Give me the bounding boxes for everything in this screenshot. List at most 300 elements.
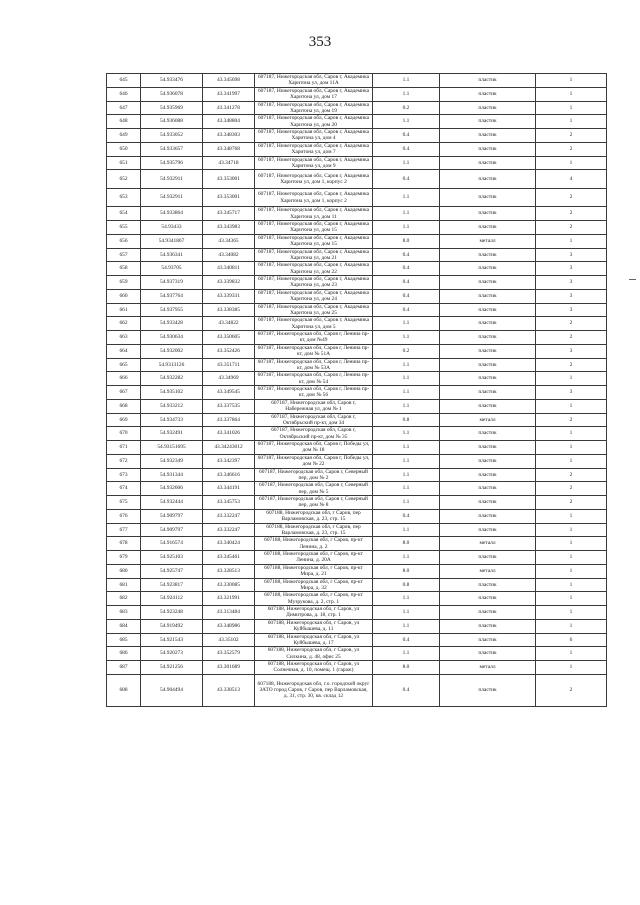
count-cell: 1 bbox=[536, 619, 607, 633]
material-cell: пластик bbox=[440, 454, 536, 468]
volume-cell: 0.2 bbox=[373, 101, 440, 115]
latitude-cell: 54.936341 bbox=[141, 248, 203, 262]
longitude-cell: 43.34365 bbox=[203, 234, 255, 248]
volume-cell: 1.1 bbox=[373, 619, 440, 633]
material-cell: металл bbox=[440, 234, 536, 248]
longitude-cell: 43.345753 bbox=[203, 496, 255, 510]
count-cell: 1 bbox=[536, 647, 607, 661]
table-row bbox=[107, 523, 607, 537]
material-cell: пластик bbox=[440, 358, 536, 372]
material-cell: пластик bbox=[440, 633, 536, 647]
address-cell: 607187, Нижегородская обл, Саров г, Ленина пр-кт, дом № 51А bbox=[255, 344, 373, 358]
address-cell: 607187, Нижегородская обл, Саров г, Победы ул, дом № 18 bbox=[255, 441, 373, 455]
table-row bbox=[107, 87, 607, 101]
latitude-cell: 54.932282 bbox=[141, 372, 203, 386]
address-cell: 607187, Нижегородская обл, Саров г, Ленина пр-кт, дом № 56 bbox=[255, 386, 373, 400]
material-cell: металл bbox=[440, 413, 536, 427]
table-row bbox=[107, 496, 607, 510]
longitude-cell: 43.34969 bbox=[203, 372, 255, 386]
count-cell: 1 bbox=[536, 551, 607, 565]
longitude-cell: 43.352579 bbox=[203, 647, 255, 661]
longitude-cell: 43.337864 bbox=[203, 413, 255, 427]
count-cell: 1 bbox=[536, 661, 607, 675]
volume-cell: 1.1 bbox=[373, 207, 440, 221]
row-number-cell: 684 bbox=[107, 619, 141, 633]
latitude-cell: 54.932002 bbox=[141, 344, 203, 358]
volume-cell: 1.1 bbox=[373, 523, 440, 537]
row-number-cell: 671 bbox=[107, 441, 141, 455]
material-cell: пластик bbox=[440, 142, 536, 156]
address-cell: 607187, Нижегородская обл, Саров г, Северный пер, дом № 5 bbox=[255, 482, 373, 496]
registry-table bbox=[106, 73, 607, 707]
material-cell: пластик bbox=[440, 647, 536, 661]
latitude-cell: 54.937764 bbox=[141, 289, 203, 303]
latitude-cell: 54.9313126 bbox=[141, 358, 203, 372]
address-cell: 607188, Нижегородская обл, г Саров, пр-кт Мира, д. 32 bbox=[255, 578, 373, 592]
table-row bbox=[107, 262, 607, 276]
row-number-cell: 688 bbox=[107, 674, 141, 706]
latitude-cell: 54.924112 bbox=[141, 592, 203, 606]
latitude-cell: 54.933428 bbox=[141, 317, 203, 331]
longitude-cell: 43.332247 bbox=[203, 509, 255, 523]
latitude-cell: 54.93151695 bbox=[141, 441, 203, 455]
table-row bbox=[107, 661, 607, 675]
table-row bbox=[107, 399, 607, 413]
material-cell: пластик bbox=[440, 317, 536, 331]
count-cell: 1 bbox=[536, 441, 607, 455]
material-cell: пластик bbox=[440, 262, 536, 276]
volume-cell: 8.0 bbox=[373, 537, 440, 551]
longitude-cell: 43.350605 bbox=[203, 331, 255, 345]
row-number-cell: 661 bbox=[107, 303, 141, 317]
table-row bbox=[107, 207, 607, 221]
table-row bbox=[107, 564, 607, 578]
count-cell: 1 bbox=[536, 454, 607, 468]
volume-cell: 1.1 bbox=[373, 496, 440, 510]
row-number-cell: 668 bbox=[107, 399, 141, 413]
table-row bbox=[107, 386, 607, 400]
material-cell: металл bbox=[440, 537, 536, 551]
count-cell: 1 bbox=[536, 523, 607, 537]
address-cell: 607187, Нижегородская обл, Саров г, Академика Харитона ул, дом 24 bbox=[255, 289, 373, 303]
count-cell: 2 bbox=[536, 413, 607, 427]
margin-mark bbox=[629, 279, 636, 280]
row-number-cell: 653 bbox=[107, 188, 141, 207]
address-cell: 607188, Нижегородская обл, г Саров, пр-кт Мира, д. 21 bbox=[255, 564, 373, 578]
address-cell: 607187, Нижегородская обл, Саров г, Академика Харитона ул, дом 22 bbox=[255, 262, 373, 276]
table-row bbox=[107, 317, 607, 331]
row-number-cell: 662 bbox=[107, 317, 141, 331]
longitude-cell: 43.301689 bbox=[203, 661, 255, 675]
address-cell: 607187, Нижегородская обл, Саров г, Набережная ул, дом № 1 bbox=[255, 399, 373, 413]
material-cell: пластик bbox=[440, 170, 536, 189]
row-number-cell: 657 bbox=[107, 248, 141, 262]
address-cell: 607187, Нижегородская обл, Саров г, Академика Харитона ул, дом 11 bbox=[255, 207, 373, 221]
count-cell: 2 bbox=[536, 142, 607, 156]
material-cell: пластик bbox=[440, 115, 536, 129]
row-number-cell: 674 bbox=[107, 482, 141, 496]
material-cell: пластик bbox=[440, 74, 536, 88]
table-row bbox=[107, 331, 607, 345]
count-cell: 1 bbox=[536, 537, 607, 551]
material-cell: пластик bbox=[440, 303, 536, 317]
volume-cell: 0.2 bbox=[373, 344, 440, 358]
latitude-cell: 54.930634 bbox=[141, 331, 203, 345]
latitude-cell: 54.923817 bbox=[141, 578, 203, 592]
volume-cell: 1.1 bbox=[373, 441, 440, 455]
material-cell: пластик bbox=[440, 482, 536, 496]
latitude-cell: 54.925103 bbox=[141, 551, 203, 565]
material-cell: пластик bbox=[440, 188, 536, 207]
latitude-cell: 54.935969 bbox=[141, 101, 203, 115]
count-cell: 1 bbox=[536, 509, 607, 523]
address-cell: 607188, Нижегородская обл, г.о. городской округ ЗАТО город Саров, г Саров, пер Варламовская, д. 31, стр. 30, кв. склад 12 bbox=[255, 674, 373, 706]
latitude-cell: 54.935796 bbox=[141, 156, 203, 170]
material-cell: пластик bbox=[440, 619, 536, 633]
material-cell: пластик bbox=[440, 427, 536, 441]
address-cell: 607187, Нижегородская обл, Саров г, Ленина пр-кт, дом № 54 bbox=[255, 372, 373, 386]
latitude-cell: 54.916574 bbox=[141, 537, 203, 551]
latitude-cell: 54.909797 bbox=[141, 523, 203, 537]
row-number-cell: 680 bbox=[107, 564, 141, 578]
count-cell: 3 bbox=[536, 303, 607, 317]
count-cell: 6 bbox=[536, 633, 607, 647]
table-row bbox=[107, 606, 607, 620]
table-row bbox=[107, 674, 607, 706]
row-number-cell: 660 bbox=[107, 289, 141, 303]
address-cell: 607188, Нижегородская обл, г Саров, пр-кт Ленина, д. 20А bbox=[255, 551, 373, 565]
table-row bbox=[107, 413, 607, 427]
material-cell: пластик bbox=[440, 248, 536, 262]
address-cell: 607187, Нижегородская обл, Саров г, Ленина пр-кт, дом №49 bbox=[255, 331, 373, 345]
table-row bbox=[107, 509, 607, 523]
longitude-cell: 43.343983 bbox=[203, 221, 255, 235]
volume-cell: 0.4 bbox=[373, 509, 440, 523]
table-row bbox=[107, 74, 607, 88]
count-cell: 2 bbox=[536, 317, 607, 331]
count-cell: 2 bbox=[536, 468, 607, 482]
latitude-cell: 54.933052 bbox=[141, 129, 203, 143]
latitude-cell: 54.931344 bbox=[141, 468, 203, 482]
table-row bbox=[107, 276, 607, 290]
table-body bbox=[107, 74, 607, 707]
latitude-cell: 54.933657 bbox=[141, 142, 203, 156]
row-number-cell: 645 bbox=[107, 74, 141, 88]
count-cell: 3 bbox=[536, 276, 607, 290]
volume-cell: 0.4 bbox=[373, 170, 440, 189]
latitude-cell: 54.932349 bbox=[141, 454, 203, 468]
address-cell: 607187, Нижегородская обл, Саров г, Академика Харитона ул, дом 7 bbox=[255, 142, 373, 156]
latitude-cell: 54.932911 bbox=[141, 170, 203, 189]
row-number-cell: 683 bbox=[107, 606, 141, 620]
table-row bbox=[107, 619, 607, 633]
longitude-cell: 43.345698 bbox=[203, 74, 255, 88]
table-row bbox=[107, 441, 607, 455]
row-number-cell: 656 bbox=[107, 234, 141, 248]
longitude-cell: 43.35102 bbox=[203, 633, 255, 647]
address-cell: 607187, Нижегородская обл, Саров г, Академика Харитона ул, дом 1, корпус 2 bbox=[255, 170, 373, 189]
address-cell: 607187, Нижегородская обл, Саров г, Академика Харитона ул, дом 11А bbox=[255, 74, 373, 88]
volume-cell: 1.1 bbox=[373, 372, 440, 386]
latitude-cell: 54.932911 bbox=[141, 188, 203, 207]
table-row bbox=[107, 129, 607, 143]
table-row bbox=[107, 647, 607, 661]
material-cell: пластик bbox=[440, 129, 536, 143]
row-number-cell: 676 bbox=[107, 509, 141, 523]
row-number-cell: 648 bbox=[107, 115, 141, 129]
material-cell: металл bbox=[440, 661, 536, 675]
address-cell: 607187, Нижегородская обл, Саров г, Академика Харитона ул, дом 1, корпус 2 bbox=[255, 188, 373, 207]
longitude-cell: 43.341026 bbox=[203, 427, 255, 441]
count-cell: 3 bbox=[536, 289, 607, 303]
row-number-cell: 682 bbox=[107, 592, 141, 606]
count-cell: 3 bbox=[536, 262, 607, 276]
volume-cell: 1.1 bbox=[373, 482, 440, 496]
table-row bbox=[107, 142, 607, 156]
count-cell: 1 bbox=[536, 564, 607, 578]
table-row bbox=[107, 156, 607, 170]
longitude-cell: 43.34082 bbox=[203, 248, 255, 262]
table-row bbox=[107, 454, 607, 468]
material-cell: пластик bbox=[440, 592, 536, 606]
latitude-cell: 54.935102 bbox=[141, 386, 203, 400]
count-cell: 2 bbox=[536, 221, 607, 235]
count-cell: 3 bbox=[536, 248, 607, 262]
address-cell: 607187, Нижегородская обл, Саров г, Академика Харитона ул, дом 4 bbox=[255, 129, 373, 143]
row-number-cell: 652 bbox=[107, 170, 141, 189]
volume-cell: 1.1 bbox=[373, 647, 440, 661]
latitude-cell: 54.93433 bbox=[141, 221, 203, 235]
count-cell: 1 bbox=[536, 101, 607, 115]
longitude-cell: 43.341997 bbox=[203, 87, 255, 101]
latitude-cell: 54.937319 bbox=[141, 276, 203, 290]
material-cell: пластик bbox=[440, 101, 536, 115]
latitude-cell: 54.925747 bbox=[141, 564, 203, 578]
latitude-cell: 54.933476 bbox=[141, 74, 203, 88]
row-number-cell: 672 bbox=[107, 454, 141, 468]
volume-cell: 0.4 bbox=[373, 289, 440, 303]
row-number-cell: 665 bbox=[107, 358, 141, 372]
latitude-cell: 54.934733 bbox=[141, 413, 203, 427]
volume-cell: 0.4 bbox=[373, 303, 440, 317]
volume-cell: 0.8 bbox=[373, 578, 440, 592]
address-cell: 607187, Нижегородская обл, Саров г, Академика Харитона ул, дом 25 bbox=[255, 303, 373, 317]
row-number-cell: 664 bbox=[107, 344, 141, 358]
address-cell: 607187, Нижегородская обл, Саров г, Академика Харитона ул, дом 23 bbox=[255, 276, 373, 290]
count-cell: 1 bbox=[536, 606, 607, 620]
volume-cell: 1.1 bbox=[373, 115, 440, 129]
material-cell: пластик bbox=[440, 468, 536, 482]
table-row bbox=[107, 633, 607, 647]
row-number-cell: 654 bbox=[107, 207, 141, 221]
longitude-cell: 43.340424 bbox=[203, 537, 255, 551]
longitude-cell: 43.339832 bbox=[203, 276, 255, 290]
latitude-cell: 54.933212 bbox=[141, 399, 203, 413]
volume-cell: 0.4 bbox=[373, 129, 440, 143]
count-cell: 1 bbox=[536, 234, 607, 248]
material-cell: пластик bbox=[440, 606, 536, 620]
count-cell: 1 bbox=[536, 87, 607, 101]
row-number-cell: 686 bbox=[107, 647, 141, 661]
count-cell: 3 bbox=[536, 344, 607, 358]
latitude-cell: 54.936088 bbox=[141, 115, 203, 129]
longitude-cell: 43.345461 bbox=[203, 551, 255, 565]
volume-cell: 1.1 bbox=[373, 399, 440, 413]
volume-cell: 0.4 bbox=[373, 674, 440, 706]
longitude-cell: 43.328513 bbox=[203, 564, 255, 578]
count-cell: 1 bbox=[536, 399, 607, 413]
volume-cell: 0.4 bbox=[373, 142, 440, 156]
material-cell: пластик bbox=[440, 289, 536, 303]
volume-cell: 1.1 bbox=[373, 221, 440, 235]
row-number-cell: 669 bbox=[107, 413, 141, 427]
count-cell: 2 bbox=[536, 331, 607, 345]
row-number-cell: 679 bbox=[107, 551, 141, 565]
count-cell: 2 bbox=[536, 496, 607, 510]
row-number-cell: 658 bbox=[107, 262, 141, 276]
latitude-cell: 54.904494 bbox=[141, 674, 203, 706]
table-row bbox=[107, 170, 607, 189]
table-row bbox=[107, 468, 607, 482]
address-cell: 607188, Нижегородская обл, г Саров, пр-кт Музрукова, д. 2, стр. 1 bbox=[255, 592, 373, 606]
row-number-cell: 666 bbox=[107, 372, 141, 386]
row-number-cell: 677 bbox=[107, 523, 141, 537]
volume-cell: 1.1 bbox=[373, 87, 440, 101]
material-cell: пластик bbox=[440, 509, 536, 523]
volume-cell: 1.1 bbox=[373, 74, 440, 88]
address-cell: 607187, Нижегородская обл, Саров г, Академика Харитона ул, дом 9 bbox=[255, 156, 373, 170]
material-cell: пластик bbox=[440, 386, 536, 400]
volume-cell: 0.4 bbox=[373, 262, 440, 276]
table-row bbox=[107, 427, 607, 441]
table-row bbox=[107, 188, 607, 207]
latitude-cell: 54.9341867 bbox=[141, 234, 203, 248]
table-row bbox=[107, 551, 607, 565]
volume-cell: 1.1 bbox=[373, 331, 440, 345]
count-cell: 3 bbox=[536, 386, 607, 400]
material-cell: пластик bbox=[440, 207, 536, 221]
address-cell: 607188, Нижегородская обл, г Саров, ул Солнечная, д. 10, помещ. 1 (гараж) bbox=[255, 661, 373, 675]
latitude-cell: 54.919492 bbox=[141, 619, 203, 633]
material-cell: пластик bbox=[440, 674, 536, 706]
address-cell: 607187, Нижегородская обл, Саров г, Октябрьский пр-кт, дом № 35 bbox=[255, 427, 373, 441]
table-row bbox=[107, 115, 607, 129]
material-cell: пластик bbox=[440, 523, 536, 537]
table-row bbox=[107, 537, 607, 551]
longitude-cell: 43.34822 bbox=[203, 317, 255, 331]
volume-cell: 1.1 bbox=[373, 386, 440, 400]
latitude-cell: 54.93705 bbox=[141, 262, 203, 276]
address-cell: 607187, Нижегородская обл, Саров г, Академика Харитона ул, дом 21 bbox=[255, 248, 373, 262]
row-number-cell: 663 bbox=[107, 331, 141, 345]
count-cell: 2 bbox=[536, 188, 607, 207]
longitude-cell: 43.321991 bbox=[203, 592, 255, 606]
material-cell: пластик bbox=[440, 221, 536, 235]
address-cell: 607187, Нижегородская обл, Саров г, Ленина пр-кт, дом № 53А bbox=[255, 358, 373, 372]
address-cell: 607187, Нижегородская обл, Саров г, Академика Харитона ул, дом 15 bbox=[255, 221, 373, 235]
longitude-cell: 43.340811 bbox=[203, 262, 255, 276]
latitude-cell: 54.932491 bbox=[141, 427, 203, 441]
volume-cell: 0.8 bbox=[373, 413, 440, 427]
count-cell: 2 bbox=[536, 482, 607, 496]
row-number-cell: 651 bbox=[107, 156, 141, 170]
address-cell: 607187, Нижегородская обл, Саров г, Октябрьский пр-кт, дом 34 bbox=[255, 413, 373, 427]
volume-cell: 8.0 bbox=[373, 661, 440, 675]
latitude-cell: 54.921256 bbox=[141, 661, 203, 675]
table-row bbox=[107, 578, 607, 592]
longitude-cell: 43.344191 bbox=[203, 482, 255, 496]
material-cell: пластик bbox=[440, 441, 536, 455]
longitude-cell: 43.353001 bbox=[203, 188, 255, 207]
volume-cell: 8.0 bbox=[373, 234, 440, 248]
address-cell: 607187, Нижегородская обл, Саров г, Академика Харитона ул, дом 20 bbox=[255, 115, 373, 129]
address-cell: 607187, Нижегородская обл, Саров г, Академика Харитона ул, дом 17 bbox=[255, 87, 373, 101]
longitude-cell: 43.351711 bbox=[203, 358, 255, 372]
longitude-cell: 43.349545 bbox=[203, 386, 255, 400]
table-row bbox=[107, 303, 607, 317]
row-number-cell: 647 bbox=[107, 101, 141, 115]
row-number-cell: 670 bbox=[107, 427, 141, 441]
latitude-cell: 54.923248 bbox=[141, 606, 203, 620]
count-cell: 2 bbox=[536, 674, 607, 706]
address-cell: 607187, Нижегородская обл, Саров г, Северный пер, дом № 8 bbox=[255, 496, 373, 510]
longitude-cell: 43.348804 bbox=[203, 115, 255, 129]
longitude-cell: 43.330085 bbox=[203, 578, 255, 592]
material-cell: пластик bbox=[440, 551, 536, 565]
table-row bbox=[107, 358, 607, 372]
row-number-cell: 673 bbox=[107, 468, 141, 482]
count-cell: 1 bbox=[536, 74, 607, 88]
address-cell: 607188, Нижегородская обл, г Саров, пер Варламовская, д. 23, стр. 15 bbox=[255, 523, 373, 537]
address-cell: 607188, Нижегородская обл, г Саров, ул Куйбышева, д. 11 bbox=[255, 619, 373, 633]
table-row bbox=[107, 372, 607, 386]
address-cell: 607188, Нижегородская обл, г Саров, пер Варламовская, д. 23, стр. 15 bbox=[255, 509, 373, 523]
row-number-cell: 649 bbox=[107, 129, 141, 143]
material-cell: пластик bbox=[440, 156, 536, 170]
longitude-cell: 43.348768 bbox=[203, 142, 255, 156]
page-number: 353 bbox=[308, 34, 332, 50]
volume-cell: 1.1 bbox=[373, 606, 440, 620]
longitude-cell: 43.342397 bbox=[203, 454, 255, 468]
material-cell: пластик bbox=[440, 372, 536, 386]
table-row bbox=[107, 344, 607, 358]
row-number-cell: 681 bbox=[107, 578, 141, 592]
row-number-cell: 687 bbox=[107, 661, 141, 675]
longitude-cell: 43.34243012 bbox=[203, 441, 255, 455]
volume-cell: 1.1 bbox=[373, 188, 440, 207]
longitude-cell: 43.353001 bbox=[203, 170, 255, 189]
latitude-cell: 54.920273 bbox=[141, 647, 203, 661]
material-cell: пластик bbox=[440, 578, 536, 592]
volume-cell: 1.1 bbox=[373, 454, 440, 468]
longitude-cell: 43.341278 bbox=[203, 101, 255, 115]
count-cell: 1 bbox=[536, 427, 607, 441]
longitude-cell: 43.313484 bbox=[203, 606, 255, 620]
material-cell: пластик bbox=[440, 496, 536, 510]
longitude-cell: 43.346616 bbox=[203, 468, 255, 482]
count-cell: 1 bbox=[536, 578, 607, 592]
latitude-cell: 54.937955 bbox=[141, 303, 203, 317]
row-number-cell: 659 bbox=[107, 276, 141, 290]
longitude-cell: 43.337535 bbox=[203, 399, 255, 413]
table-row bbox=[107, 101, 607, 115]
address-cell: 607187, Нижегородская обл, Саров г, Северный пер, дом № 2 bbox=[255, 468, 373, 482]
count-cell: 1 bbox=[536, 156, 607, 170]
address-cell: 607188, Нижегородская обл, г Саров, пр-кт Ленина, д. 2 bbox=[255, 537, 373, 551]
address-cell: 607187, Нижегородская обл, Саров г, Победы ул, дом № 22 bbox=[255, 454, 373, 468]
table-row bbox=[107, 289, 607, 303]
latitude-cell: 54.936078 bbox=[141, 87, 203, 101]
